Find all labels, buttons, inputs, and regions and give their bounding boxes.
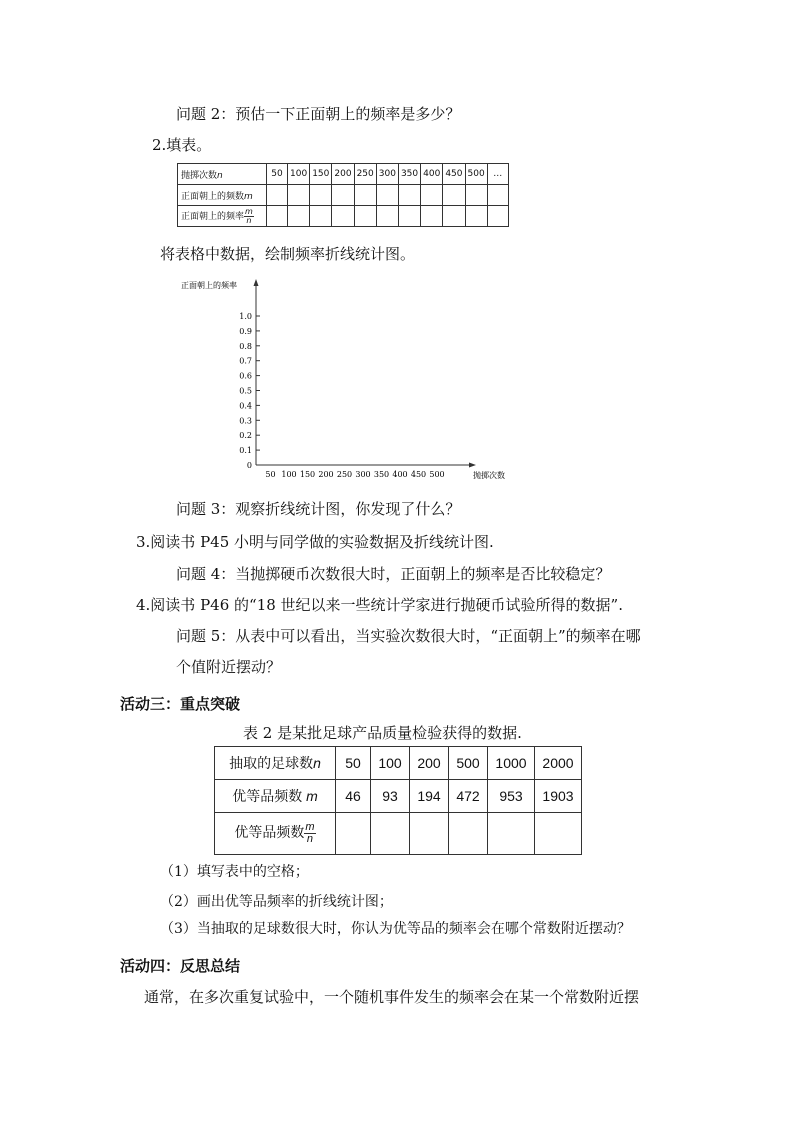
row-header-label: 正面朝上的频数 xyxy=(181,191,245,202)
table-cell[interactable] xyxy=(310,185,332,206)
summary-text: 通常，在多次重复试验中，一个随机事件发生的频率会在某一个常数附近摆 xyxy=(144,988,640,1006)
question-4: 问题 4：当抛掷硬币次数很大时，正面朝上的频率是否比较稳定？ xyxy=(176,565,611,583)
y-tick-label: 0.4 xyxy=(239,401,252,411)
chart-intro: 将表格中数据，绘制频率折线统计图。 xyxy=(160,245,416,263)
football-quality-table xyxy=(214,746,582,855)
table-cell[interactable] xyxy=(288,206,310,227)
table-cell[interactable] xyxy=(487,185,508,206)
table-cell: 50 xyxy=(336,747,371,780)
task-1: （1）填写表中的空格； xyxy=(160,864,309,880)
table-cell[interactable] xyxy=(267,185,288,206)
table-cell[interactable] xyxy=(421,185,443,206)
question-3: 问题 3：观察折线统计图，你发现了什么？ xyxy=(176,500,461,518)
table-cell[interactable] xyxy=(398,206,420,227)
table-cell[interactable] xyxy=(332,185,354,206)
table-cell[interactable] xyxy=(465,206,487,227)
row-header-label: 优等品频数 xyxy=(232,788,303,804)
fraction-den: n xyxy=(246,215,252,225)
row-header xyxy=(178,185,267,206)
table-cell[interactable] xyxy=(376,206,398,227)
y-tick-label: 0.7 xyxy=(239,356,252,366)
row-header-var: m xyxy=(306,788,318,804)
table-cell[interactable] xyxy=(488,813,535,855)
col-header: 300 xyxy=(376,164,398,185)
y-tick-label: 0.5 xyxy=(239,386,252,396)
question-5-line-1: 问题 5：从表中可以看出，当实验次数很大时，“正面朝上”的频率在哪 xyxy=(176,627,641,645)
row-header xyxy=(215,747,336,780)
y-tick-label: 0.8 xyxy=(239,341,252,351)
y-tick-label: 0 xyxy=(246,461,252,470)
chart-xlabel: 抛掷次数 xyxy=(473,471,505,480)
x-tick-label: 100 xyxy=(281,470,297,479)
table-cell[interactable] xyxy=(410,813,449,855)
table-cell[interactable] xyxy=(449,813,488,855)
y-axis-arrow xyxy=(254,279,259,286)
table-cell[interactable] xyxy=(535,813,582,855)
chart-ylabel: 正面朝上的频率 xyxy=(181,281,237,290)
table-cell[interactable] xyxy=(336,813,371,855)
row-header-var: n xyxy=(313,755,321,771)
row-header xyxy=(215,813,336,855)
x-tick-label: 400 xyxy=(392,470,408,479)
table-cell[interactable] xyxy=(398,185,420,206)
table-cell[interactable] xyxy=(421,206,443,227)
x-tick-label: 350 xyxy=(373,470,390,479)
item-4: 4.阅读书 P46 的“18 世纪以来一些统计学家进行抛硬币试验所得的数据”. xyxy=(136,596,623,614)
table-cell[interactable] xyxy=(354,185,376,206)
col-header: … xyxy=(487,164,508,185)
question-2: 问题 2：预估一下正面朝上的频率是多少？ xyxy=(176,105,461,123)
table-cell: 1000 xyxy=(488,747,535,780)
row-header xyxy=(215,780,336,813)
x-tick-label: 300 xyxy=(355,470,371,479)
row-header-var: m xyxy=(244,191,253,202)
table-row xyxy=(178,206,509,227)
question-5-line-2: 个值附近摆动？ xyxy=(176,658,282,676)
row-header-var: n xyxy=(217,170,223,181)
table-row xyxy=(215,813,582,855)
table-cell[interactable] xyxy=(267,206,288,227)
fraction-num: m xyxy=(245,206,253,216)
frequency-line-chart xyxy=(175,275,520,485)
table-2-caption: 表 2 是某批足球产品质量检验获得的数据. xyxy=(243,724,522,742)
table-cell: 953 xyxy=(488,780,535,813)
table-cell: 100 xyxy=(371,747,410,780)
col-header: 200 xyxy=(332,164,354,185)
item-3: 3.阅读书 P45 小明与同学做的实验数据及折线统计图. xyxy=(136,533,494,551)
table-row xyxy=(215,747,582,780)
table-cell: 2000 xyxy=(535,747,582,780)
col-header: 50 xyxy=(267,164,288,185)
activity-4-title: 活动四：反思总结 xyxy=(120,957,241,975)
table-cell[interactable] xyxy=(465,185,487,206)
row-header-label: 抽取的足球数 xyxy=(229,755,314,771)
table-cell: 1903 xyxy=(535,780,582,813)
task-2: （2）画出优等品频率的折线统计图； xyxy=(160,894,393,910)
x-tick-label: 500 xyxy=(429,470,445,479)
fraction xyxy=(244,208,254,225)
item-2-label: 2.填表。 xyxy=(152,136,212,154)
col-header: 400 xyxy=(421,164,443,185)
x-tick-label: 450 xyxy=(410,470,427,479)
table-cell[interactable] xyxy=(376,185,398,206)
y-tick-label: 0.9 xyxy=(239,326,252,336)
table-row xyxy=(178,164,509,185)
x-tick-label: 150 xyxy=(299,470,316,479)
table-cell[interactable] xyxy=(443,206,465,227)
col-header: 500 xyxy=(465,164,487,185)
table-cell[interactable] xyxy=(310,206,332,227)
col-header: 100 xyxy=(288,164,310,185)
col-header: 150 xyxy=(310,164,332,185)
x-tick-label: 250 xyxy=(336,470,353,479)
x-tick-label: 200 xyxy=(318,470,334,479)
row-header-label: 抛掷次数 xyxy=(181,170,218,181)
row-header xyxy=(178,206,267,227)
table-cell: 194 xyxy=(410,780,449,813)
coin-toss-table xyxy=(177,163,509,227)
col-header: 350 xyxy=(398,164,420,185)
table-cell[interactable] xyxy=(354,206,376,227)
y-tick-label: 0.3 xyxy=(239,416,252,426)
table-cell[interactable] xyxy=(371,813,410,855)
fraction-den: n xyxy=(306,833,314,845)
row-header-label: 正面朝上的频率 xyxy=(181,211,245,222)
table-cell[interactable] xyxy=(288,185,310,206)
table-cell[interactable] xyxy=(332,206,354,227)
table-cell: 46 xyxy=(336,780,371,813)
y-tick-label: 1.0 xyxy=(239,312,252,321)
task-3: （3）当抽取的足球数很大时，你认为优等品的频率会在哪个常数附近摆动？ xyxy=(160,921,631,937)
table-row xyxy=(178,185,509,206)
x-tick-label: 50 xyxy=(265,470,276,479)
fraction-num: m xyxy=(305,821,315,833)
activity-3-title: 活动三：重点突破 xyxy=(120,695,241,713)
table-cell[interactable] xyxy=(487,206,508,227)
row-header-label: 优等品频数 xyxy=(234,824,305,841)
row-header xyxy=(178,164,267,185)
col-header: 250 xyxy=(354,164,376,185)
col-header: 450 xyxy=(443,164,465,185)
x-axis-arrow xyxy=(469,463,476,468)
fraction xyxy=(304,822,315,845)
table-row xyxy=(215,780,582,813)
y-tick-label: 0.1 xyxy=(239,446,252,456)
table-cell: 93 xyxy=(371,780,410,813)
y-tick-label: 0.6 xyxy=(239,371,252,381)
table-cell: 200 xyxy=(410,747,449,780)
table-cell[interactable] xyxy=(443,185,465,206)
table-cell: 500 xyxy=(449,747,488,780)
table-cell: 472 xyxy=(449,780,488,813)
y-tick-label: 0.2 xyxy=(239,431,252,441)
